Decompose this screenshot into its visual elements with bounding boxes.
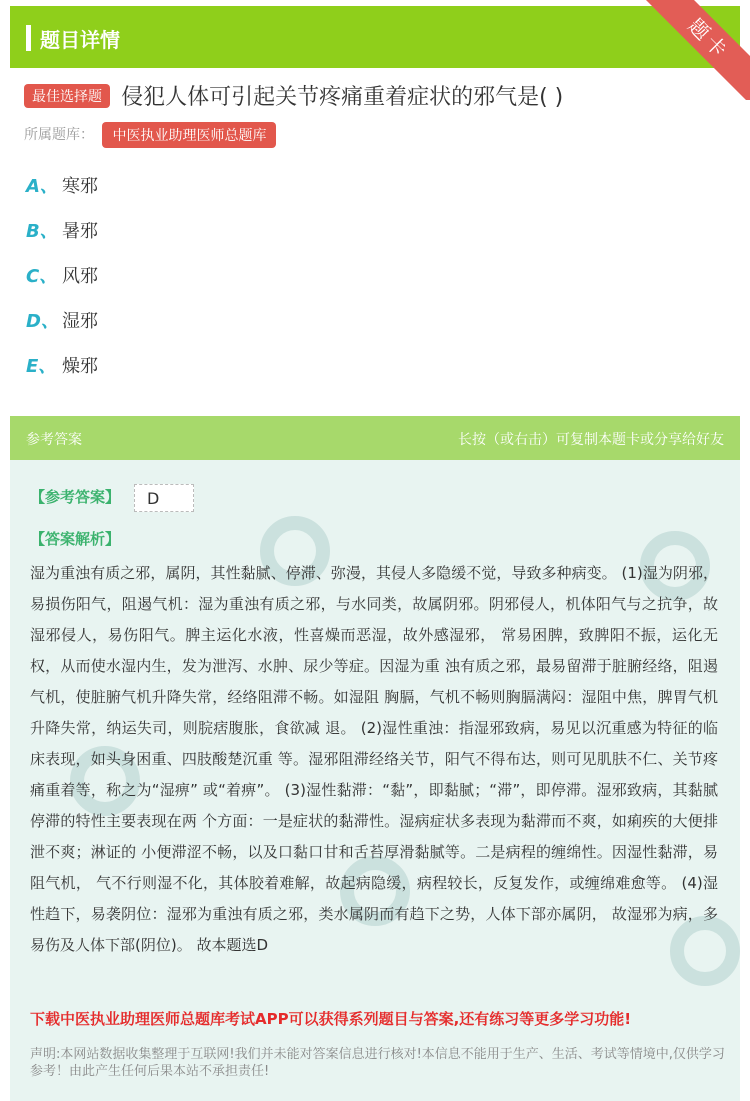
- option-c[interactable]: [26, 262, 98, 307]
- answer-bar: [10, 416, 740, 460]
- option-letter: C、: [26, 266, 58, 287]
- header-bar: [10, 6, 740, 68]
- explanation-text: 湿为重浊有质之邪，属阴，其性黏腻、停滞、弥漫，其侵人多隐缓不觉，导致多种病变。 (1)湿为阴邪，易损伤阳气，阻遏气机：湿为重浊有质之邪，与水同类，故属阴邪。阴邪侵人，机体阳气与之抗争，故湿邪侵人，易伤阳气。脾主运化水液，性喜燥而恶湿，故外感湿邪， 常易困脾，致脾阳不振，运化无权，从而使水湿内生，发为泄泻、水肿、尿少等症。因湿为重 浊有质之邪，最易留滞于脏腑经络，阻遏气机，使脏腑气机升降失常，经络阻滞不畅。如湿阻 胸膈，气机不畅则胸膈满闷：湿阻中焦，脾胃气机升降失常，纳运失司，则脘痞腹胀，食欲减 退。 (2)湿性重浊：指湿邪致病，易见以沉重感为特征的临床表现，如头身困重、四肢酸楚沉重 等。湿邪阻滞经络关节，阳气不得布达，则可见肌肤不仁、关节疼痛重着等，称之为“湿痹” 或“着痹”。 (3)湿性黏滞：“黏”，即黏腻；“滞”，即停滞。湿邪致病，其黏腻停滞的特性主要表现在两 个方面：一是症状的黏滞性。湿病症状多表现为黏滞而不爽，如痢疾的大便排泄不爽；淋证的 小便滞涩不畅，以及口黏口甘和舌苔厚滑黏腻等。二是病程的缠绵性。因湿性黏滞，易阻气机， 气不行则湿不化，其体胶着难解，故起病隐缓，病程较长，反复发作，或缠绵难愈等。 (4)湿性趋下，易袭阴位：湿邪为重浊有质之邪，类水属阴而有趋下之势，人体下部亦属阴， 故湿邪为病，多易伤及人体下部(阴位)。 故本题选D: [30, 564, 718, 954]
- option-letter: D、: [26, 311, 59, 332]
- option-text: 燥邪: [62, 356, 98, 377]
- share-hint: 长按（或右击）可复制本题卡或分享给好友: [458, 432, 724, 448]
- option-letter: E、: [26, 356, 57, 377]
- bank-label: 所属题库：: [24, 127, 94, 143]
- option-a[interactable]: [26, 172, 98, 217]
- question-bank: [24, 122, 276, 148]
- page-title: 题目详情: [40, 28, 120, 52]
- question-type-badge: 最佳选择题: [24, 84, 110, 108]
- ribbon-label: 题卡: [640, 0, 750, 100]
- header-accent-bar: [26, 25, 31, 51]
- answer-bar-title: 参考答案: [26, 432, 82, 448]
- option-letter: B、: [26, 221, 58, 242]
- option-e[interactable]: [26, 352, 98, 397]
- option-text: 寒邪: [62, 176, 98, 197]
- option-text: 湿邪: [62, 311, 98, 332]
- bank-name-badge[interactable]: 中医执业助理医师总题库: [102, 122, 276, 148]
- disclaimer: 声明:本网站数据收集整理于互联网!我们并未能对答案信息进行核对!本信息不能用于生产、生活、考试等情境中,仅供学习参考！由此产生任何后果本站不承担责任!: [30, 1047, 725, 1079]
- explanation-label: 【答案解析】: [30, 530, 121, 548]
- answer-label: 【参考答案】: [30, 488, 121, 506]
- question-line: [24, 80, 734, 111]
- option-letter: A、: [26, 176, 58, 197]
- answer-panel: [10, 416, 740, 1101]
- option-b[interactable]: [26, 217, 98, 262]
- answer-value: D: [134, 484, 194, 512]
- option-d[interactable]: [26, 307, 98, 352]
- option-text: 暑邪: [62, 221, 98, 242]
- options-list: [26, 172, 98, 397]
- download-app-link[interactable]: 下载中医执业助理医师总题库考试APP可以获得系列题目与答案,还有练习等更多学习功能!: [30, 1010, 632, 1028]
- question-text: 侵犯人体可引起关节疼痛重着症状的邪气是( ): [121, 85, 564, 110]
- option-text: 风邪: [62, 266, 98, 287]
